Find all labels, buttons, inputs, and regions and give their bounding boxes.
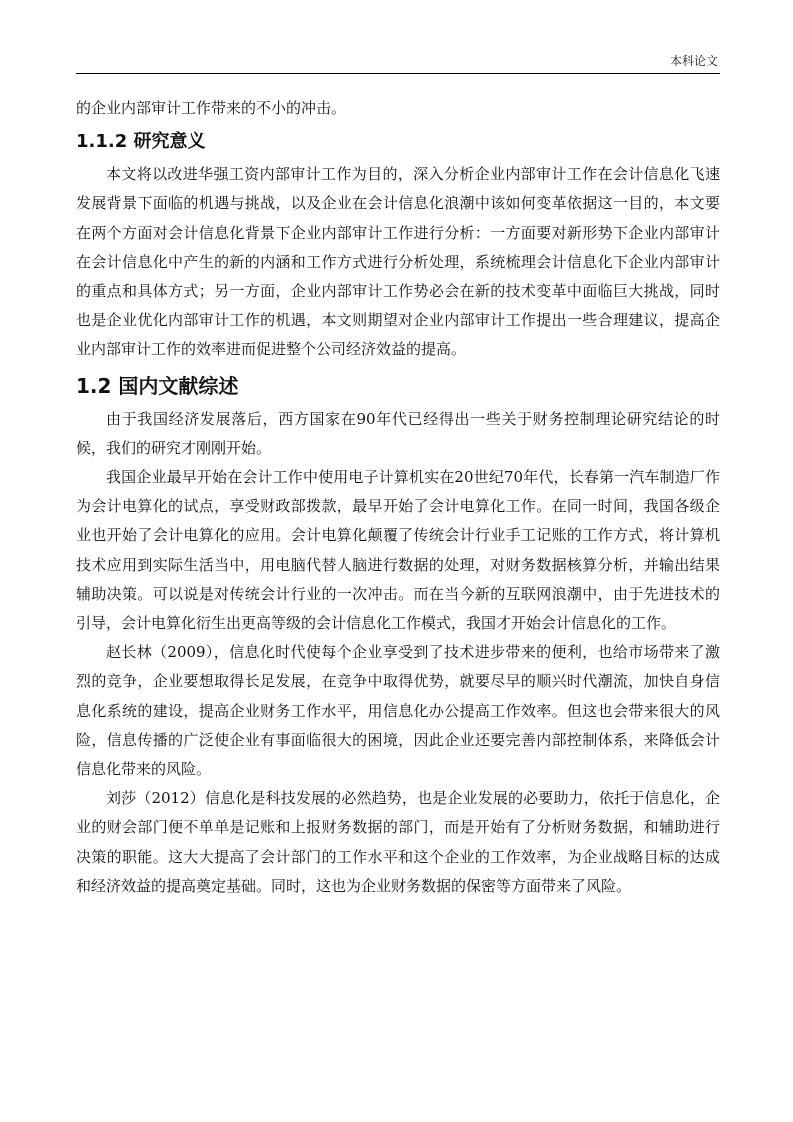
literature-paragraph: 刘莎（2012）信息化是科技发展的必然趋势，也是企业发展的必要助力，依托于信息化，企业的财会部门便不单单是记账和上报财务数据的部门，而是开始有了分析财务数据，和辅助进行决策的职能。这大大提高了会计部门的工作水平和这个企业的工作效率，为企业战略目标的达成和经济效益的提高奠定基础。同时，这也为企业财务数据的保密等方面带来了风险。 [76,789,720,895]
literature-paragraph: 赵长林（2009），信息化时代使每个企业享受到了技术进步带来的便利，也给市场带来了激烈的竞争，企业要想取得长足发展，在竞争中取得优势，就要尽早的顺兴时代潮流，加快自身信息化系统的建设，提高企业财务工作水平，用信息化办公提高工作效率。但这也会带来很大的风险，信息传播的广泛使企业有事面临很大的困境，因此企业还要完善内部控制体系，来降低会计信息化带来的风险。 [76,643,720,779]
research-significance-paragraph: 本文将以改进华强工资内部审计工作为目的，深入分析企业内部审计工作在会计信息化飞速发展背景下面临的机遇与挑战，以及企业在会计信息化浪潮中该如何变革依据这一目的，本文要在两个方面对会计信息化背景下企业内部审计工作进行分析：一方面要对新形势下企业内部审计在会计信息化中产生的新的内涵和工作方式进行分析处理，系统梳理会计信息化下企业内部审计的重点和具体方式；另一方面，企业内部审计工作势必会在新的技术变革中面临巨大挑战，同时也是企业优化内部审计工作的机遇，本文则期望对企业内部审计工作提出一些合理建议，提高企业内部审计工作的效率进而促进整个公司经济效益的提高。 [76,165,720,359]
literature-paragraph: 我国企业最早开始在会计工作中使用电子计算机实在20世纪70年代，长春第一汽车制造厂作为会计电算化的试点，享受财政部拨款，最早开始了会计电算化工作。在同一时间，我国各级企业也开始了会计电算化的应用。会计电算化颠覆了传统会计行业手工记账的工作方式，将计算机技术应用到实际生活当中，用电脑代替人脑进行数据的处理，对财务数据核算分析，并输出结果辅助决策。可以说是对传统会计行业的一次冲击。而在当今新的互联网浪潮中，由于先进技术的引导，会计电算化衍生出更高等级的会计信息化工作模式，我国才开始会计信息化的工作。 [76,468,720,633]
page-content [76,94,720,901]
running-header [76,50,720,74]
header-label: 本科论文 [669,54,718,68]
literature-paragraph: 由于我国经济发展落后，西方国家在90年代已经得出一些关于财务控制理论研究结论的时候，我们的研究才刚刚开始。 [76,409,720,457]
section-heading-research-significance: 1.1.2 研究意义 [76,131,206,153]
section-heading-literature-review: 1.2 国内文献综述 [76,373,239,398]
continuation-paragraph: 的企业内部审计工作带来的不小的冲击。 [76,99,347,117]
